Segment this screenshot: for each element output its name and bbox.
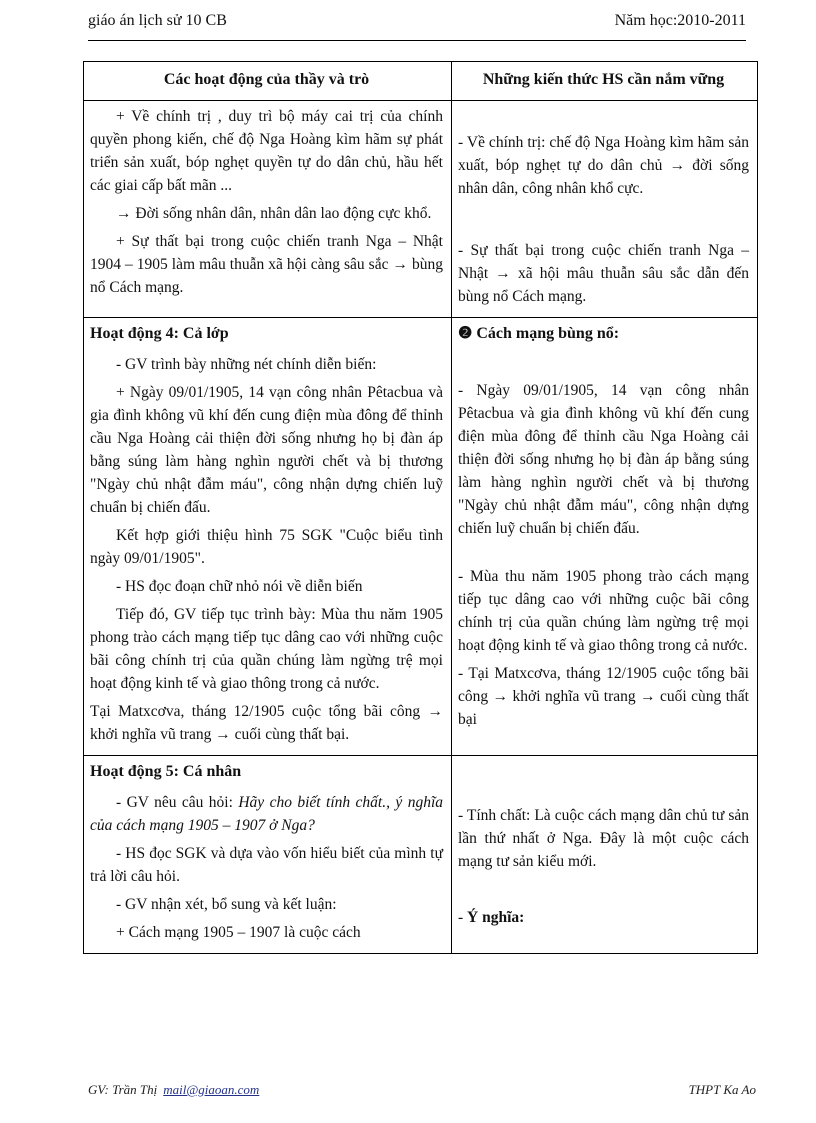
section-heading: ❷ Cách mạng bùng nổ: [458, 325, 620, 342]
row3-knowledge [452, 756, 758, 954]
paragraph: + Ngày 09/01/1905, 14 vạn công nhân Pêtacbua và gia đình không vũ khí đến cung điện mùa đông để thỉnh cầu Nga Hoàng cải thiện đời sống nhưng họ bị đàn áp bằng súng làm hàng nghìn người chết và bị thương "Ngày chủ nhật đẫm máu", công nhận dựng chiến luỹ chuẩn bị chiến đấu. [90, 384, 443, 516]
header-subject: giáo án lịch sử 10 CB [88, 12, 227, 29]
activity-heading: Hoạt động 5: Cá nhân [90, 763, 242, 780]
col-knowledge-header: Những kiến thức HS cần nắm vững [452, 62, 758, 101]
paragraph: - Về chính trị: chế độ Nga Hoàng kìm hãm sản xuất, bóp nghẹt tự do dân chủ → đời sống nhân dân, công nhân khổ cực. [458, 134, 749, 197]
row2-knowledge [452, 318, 758, 756]
paragraph: - Tại Matxcơva, tháng 12/1905 cuộc tổng bãi công → khởi nghĩa vũ trang → cuối cùng thất bại [458, 665, 749, 728]
row3-activities [84, 756, 452, 954]
paragraph: - GV nhận xét, bổ sung và kết luận: [116, 896, 337, 913]
table-header-row [84, 62, 758, 101]
table-row [84, 318, 758, 756]
page-header [88, 10, 746, 41]
meaning-label: Ý nghĩa: [467, 909, 525, 926]
footer-left [88, 1082, 259, 1098]
footer-school: THPT Ka Ao [688, 1082, 756, 1097]
paragraph: - HS đọc đoạn chữ nhỏ nói về diễn biến [116, 578, 363, 595]
paragraph: - HS đọc SGK và dựa vào vốn hiểu biết của mình tự trả lời câu hỏi. [90, 845, 443, 885]
question-text: Hãy cho biết tính chất., ý nghĩa của cách mạng 1905 – 1907 ở Nga? [90, 794, 443, 834]
meaning-paragraph [458, 906, 749, 929]
activity-heading: Hoạt động 4: Cả lớp [90, 325, 229, 342]
paragraph: → Đời sống nhân dân, nhân dân lao động cực khổ. [116, 205, 432, 222]
page-footer [88, 1082, 756, 1102]
question-paragraph [90, 791, 443, 837]
footer-author: GV: Trần Thị [88, 1082, 158, 1097]
paragraph: - Tính chất: Là cuộc cách mạng dân chủ tư sản lần thứ nhất ở Nga. Đây là một cuộc cách mạng tư sản kiểu mới. [458, 807, 749, 870]
footer-link[interactable]: mail@giaoan.com [163, 1082, 260, 1097]
paragraph: + Về chính trị , duy trì bộ máy cai trị của chính quyền phong kiến, chế độ Nga Hoàng kìm hãm sự phát triển sản xuất, bóp nghẹt quyền tự do dân chủ, hầu hết các giai cấp bất mãn ... [90, 108, 443, 194]
col-activities-header: Các hoạt động của thầy và trò [84, 62, 452, 101]
paragraph: + Sự thất bại trong cuộc chiến tranh Nga – Nhật 1904 – 1905 làm mâu thuẫn xã hội càng sâu sắc → bùng nổ Cách mạng. [90, 233, 443, 296]
paragraph: - Ngày 09/01/1905, 14 vạn công nhân Pêtacbua và gia đình không vũ khí đến cung điện mùa đông để thỉnh cầu Nga Hoàng cải thiện đời sống nhưng họ bị đàn áp bằng súng làm hàng nghìn người chết và bị thương "Ngày chủ nhật đẫm máu", công nhận dựng chiến luỹ chuẩn bị chiến đấu. [458, 382, 749, 537]
table-row [84, 756, 758, 954]
header-school-year: Năm học:2010-2011 [614, 12, 746, 29]
paragraph: + Cách mạng 1905 – 1907 là cuộc cách [116, 924, 361, 941]
table-row [84, 101, 758, 318]
meaning-prefix: - [458, 909, 468, 926]
row1-activities [84, 101, 452, 318]
lesson-table [83, 61, 758, 954]
paragraph: Tiếp đó, GV tiếp tục trình bày: Mùa thu năm 1905 phong trào cách mạng tiếp tục dâng cao với những cuộc bãi công chính trị của quần chúng làm ngừng trệ mọi hoạt động kinh tế và giao thông trong cả nước. [90, 606, 443, 692]
paragraph: - GV trình bày những nét chính diễn biến: [116, 356, 377, 373]
row2-activities [84, 318, 452, 756]
paragraph: Tại Matxcơva, tháng 12/1905 cuộc tổng bãi công → khởi nghĩa vũ trang → cuối cùng thất bại. [90, 703, 443, 743]
paragraph: - Mùa thu năm 1905 phong trào cách mạng tiếp tục dâng cao với những cuộc bãi công chính trị của quần chúng làm ngừng trệ mọi hoạt động kinh tế và giao thông trong cả nước. [458, 568, 749, 654]
question-prefix: - GV nêu câu hỏi: [116, 794, 239, 811]
paragraph: Kết hợp giới thiệu hình 75 SGK "Cuộc biểu tình ngày 09/01/1905". [90, 527, 443, 567]
paragraph: - Sự thất bại trong cuộc chiến tranh Nga – Nhật → xã hội mâu thuẫn sâu sắc dẫn đến bùng nổ Cách mạng. [458, 242, 749, 305]
row1-knowledge [452, 101, 758, 318]
